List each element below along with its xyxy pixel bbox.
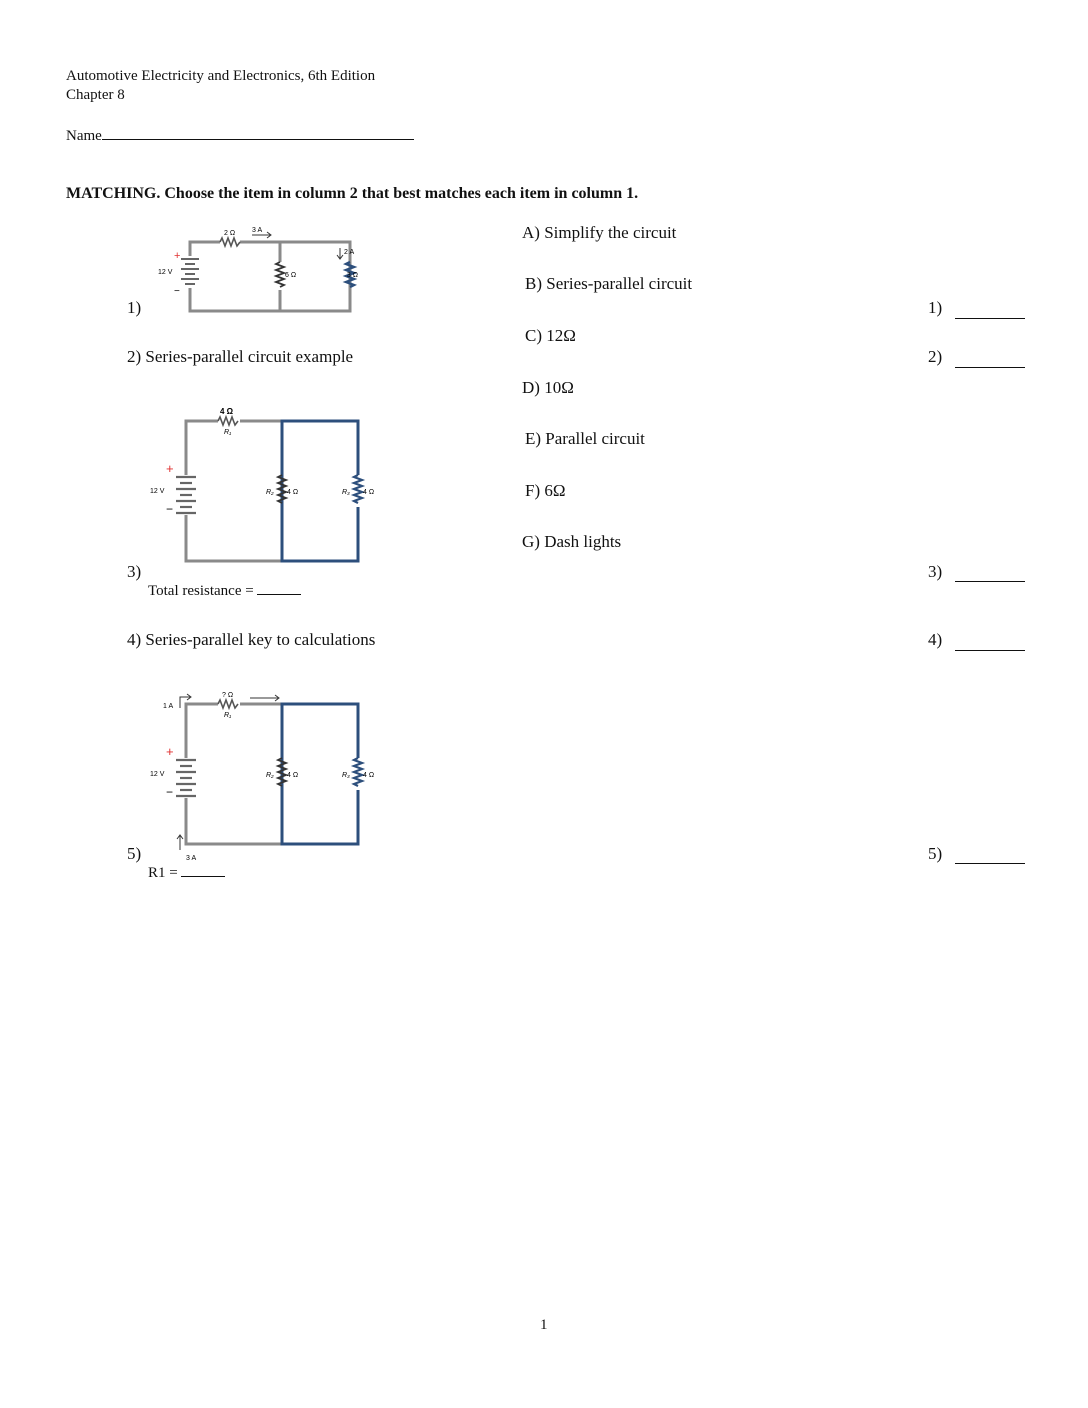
answer-5-label: 5) — [928, 844, 943, 863]
parallel-resistor-6 — [276, 262, 284, 287]
question-3-sub — [148, 582, 301, 600]
question-2-text: Series-parallel circuit example — [145, 347, 354, 366]
c5-r3-label: R₃ — [342, 772, 350, 779]
option-g: G) Dash lights — [522, 532, 622, 551]
c1-current-right-label: 2 A — [344, 249, 355, 256]
option-f: F) 6Ω — [525, 481, 566, 500]
c5-voltage-label: 12 V — [150, 771, 165, 778]
c1-minus-sign: − — [174, 286, 180, 297]
series-resistor — [220, 238, 240, 246]
question-1 — [127, 298, 141, 318]
circuit-5-diagram — [148, 688, 380, 864]
c5-r1-value: ? Ω — [222, 692, 234, 699]
c3-r2-label: R₂ — [266, 489, 274, 496]
option-d: D) 10Ω — [522, 378, 574, 397]
question-5 — [127, 844, 141, 864]
c3-r3-value: 4 Ω — [363, 489, 375, 496]
answer-4-field[interactable] — [955, 650, 1025, 651]
question-1-number: 1) — [127, 298, 142, 317]
r1-blank[interactable] — [181, 864, 225, 877]
c3-r2-value: 4 Ω — [287, 489, 299, 496]
c5-battery-icon — [176, 760, 196, 796]
name-label: Name — [66, 128, 102, 144]
c1-r-series-label: 2 Ω — [224, 230, 236, 237]
answer-3-field[interactable] — [955, 581, 1025, 582]
page-number: 1 — [540, 1317, 548, 1333]
c3-minus-sign: − — [166, 502, 174, 516]
answer-1-label: 1) — [928, 298, 943, 317]
question-5-number: 5) — [127, 844, 142, 863]
instructions: MATCHING. Choose the item in column 2 that best matches each item in column 1. — [66, 185, 639, 202]
answer-2-label: 2) — [928, 347, 943, 366]
c5-minus-sign: − — [166, 785, 174, 799]
circuit-1-diagram — [148, 222, 358, 314]
c1-current-top-label: 3 A — [252, 227, 263, 234]
c3-r1-label: R₁ — [224, 429, 232, 436]
option-e: E) Parallel circuit — [525, 429, 645, 448]
c1-r-mid-label: 6 Ω — [285, 272, 297, 279]
r1-label: R1 = — [148, 865, 178, 881]
name-field[interactable] — [102, 125, 414, 140]
circuit-3-diagram — [148, 405, 380, 565]
c3-plus-sign: + — [166, 461, 174, 476]
answer-5-field[interactable] — [955, 863, 1025, 864]
total-resistance-blank[interactable] — [257, 582, 301, 595]
c3-voltage-label: 12 V — [150, 488, 165, 495]
option-b: B) Series-parallel circuit — [525, 274, 693, 293]
question-4-number: 4) — [127, 630, 142, 649]
battery-icon — [181, 259, 199, 284]
c5-r2-value: 4 Ω — [287, 772, 299, 779]
c5-r2-label: R₂ — [266, 772, 274, 779]
question-5-sub — [148, 864, 225, 882]
c5-resistor-r1 — [218, 700, 238, 708]
option-c: C) 12Ω — [525, 326, 576, 345]
option-a: A) Simplify the circuit — [522, 223, 677, 242]
answer-1-field[interactable] — [955, 318, 1025, 319]
question-2 — [127, 347, 353, 367]
book-title: Automotive Electricity and Electronics, 6th Edition — [66, 68, 376, 84]
total-resistance-label: Total resistance = — [148, 583, 254, 599]
answer-2-field[interactable] — [955, 367, 1025, 368]
question-3-number: 3) — [127, 562, 142, 581]
c1-plus-sign: + — [174, 250, 181, 262]
c5-current-bottom-label: 3 A — [186, 855, 197, 862]
chapter-label: Chapter 8 — [66, 87, 125, 103]
c5-r1-label: R₁ — [224, 712, 232, 719]
c3-r3-label: R₃ — [342, 489, 350, 496]
question-3 — [127, 562, 141, 582]
c1-voltage-label: 12 V — [158, 269, 173, 276]
name-row — [66, 125, 414, 146]
c3-resistor-r1 — [218, 417, 238, 425]
c5-r3-value: 4 Ω — [363, 772, 375, 779]
question-4-text: Series-parallel key to calculations — [145, 630, 376, 649]
c3-r1-value: 4 Ω — [220, 407, 234, 416]
answer-4-label: 4) — [928, 630, 943, 649]
c3-battery-icon — [176, 477, 196, 513]
question-4 — [127, 630, 375, 650]
answer-3-label: 3) — [928, 562, 943, 581]
c5-current-top-label: 1 A — [163, 703, 174, 710]
c5-plus-sign: + — [166, 744, 174, 759]
c1-r-right-label: 3 Ω — [346, 272, 358, 279]
question-2-number: 2) — [127, 347, 142, 366]
